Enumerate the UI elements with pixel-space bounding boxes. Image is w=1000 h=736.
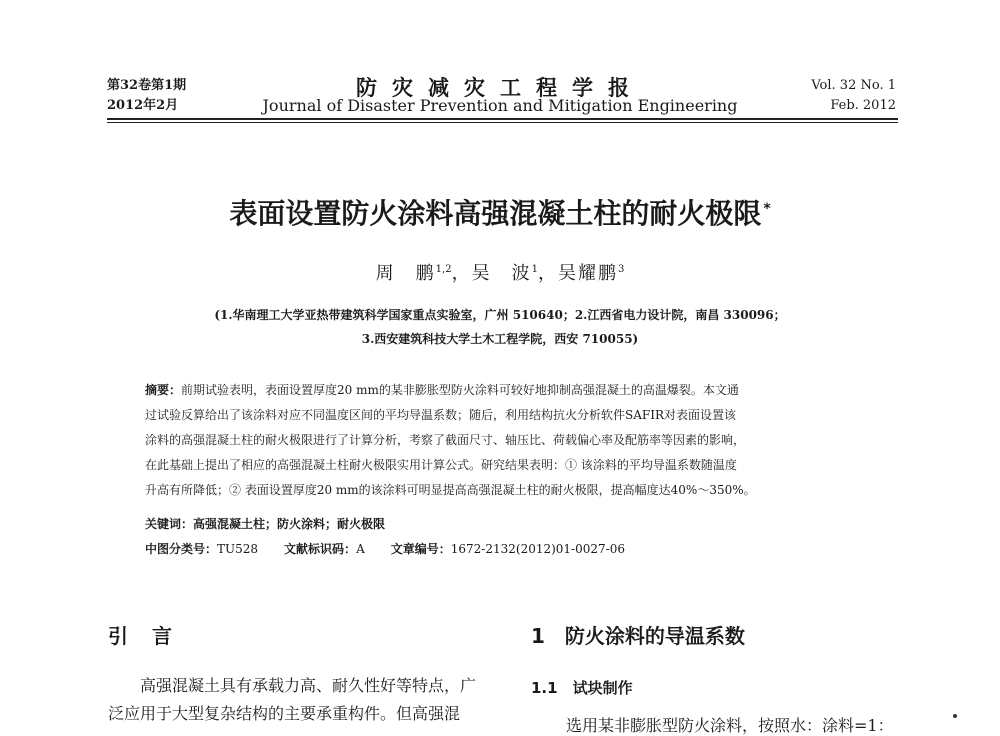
clc-label: 中图分类号：: [145, 542, 218, 556]
abstract-text: 前期试验表明，表面设置厚度20 mm的某非膨胀型防火涂料可较好地抑制高强混凝土的高温爆裂。本文通: [181, 383, 739, 397]
author-affiliation-mark: 1,2: [435, 264, 452, 275]
volume-issue-en: Vol. 32 No. 1: [811, 78, 896, 93]
header-rule-thick: [107, 118, 898, 120]
article-title-text: 表面设置防火涂料高强混凝土柱的耐火极限: [229, 197, 762, 230]
date-cn: 2012年2月: [107, 98, 179, 113]
journal-volume-en: [811, 76, 896, 116]
volume-issue-cn: 第32卷第1期: [107, 78, 187, 93]
keywords-line: [145, 515, 385, 532]
author-affiliation-mark: 3: [617, 264, 625, 275]
intro-heading: 引 言: [108, 624, 174, 648]
title-footnote-mark: *: [763, 200, 771, 217]
classification-line: [145, 540, 625, 557]
journal-title-cn: 防灾减灾工程学报: [356, 75, 644, 100]
abstract-line: 涂料的高强混凝土柱的耐火极限进行了计算分析，考察了截面尺寸、轴压比、荷载偏心率及配筋率等因素的影响，: [145, 433, 746, 447]
abstract-line: [145, 381, 885, 398]
abstract-line: 在此基础上提出了相应的高强混凝土柱耐火极限实用计算公式。研究结果表明：① 该涂料的平均导温系数随温度: [145, 458, 737, 472]
article-number-label: 文章编号：: [390, 542, 451, 556]
abstract-line: 升高有所降低；② 表面设置厚度20 mm的该涂料可明显提高高强混凝土柱的耐火极限，提高幅度达40%～350%。: [145, 483, 756, 497]
subsection-heading: 1.1 试块制作: [531, 679, 633, 697]
author-affiliation-mark: 1: [531, 264, 538, 275]
abstract-label: 摘要：: [145, 383, 182, 397]
header-rule-thin: [107, 122, 898, 123]
clc-value: TU528: [217, 542, 259, 556]
doc-code-label: 文献标识码：: [284, 542, 357, 556]
abstract-line: 过试验反算给出了该涂料对应不同温度区间的平均导温系数；随后，利用结构抗火分析软件SAFIR对表面设置该: [145, 408, 736, 422]
author-name: 吴 波: [471, 263, 532, 284]
keywords-value: 高强混凝土柱；防火涂料；耐火极限: [193, 517, 386, 531]
affiliation-line: 3.西安建筑科技大学土木工程学院，西安 710055): [361, 332, 639, 346]
section-heading: 1 防火涂料的导温系数: [531, 624, 745, 648]
intro-text-line: 泛应用于大型复杂结构的主要承重构件。但高强混: [108, 704, 461, 723]
author-separator: ，: [451, 263, 472, 284]
author-name: 吴耀鹏: [557, 263, 618, 284]
article-number-value: 1672-2132(2012)01-0027-06: [450, 542, 625, 556]
scan-speck: [953, 714, 957, 718]
doc-code-value: A: [356, 542, 365, 556]
intro-text-line: 高强混凝土具有承载力高、耐久性好等特点，广: [140, 676, 477, 695]
author-list: [0, 259, 1000, 285]
keywords-label: 关键词：: [145, 517, 194, 531]
author-name: 周 鹏: [375, 263, 436, 284]
affiliation-line: (1.华南理工大学亚热带建筑科学国家重点实验室，广州 510640；2.江西省电力设计院，南昌 330096；: [214, 308, 786, 322]
journal-title-en: Journal of Disaster Prevention and Mitigation Engineering: [262, 96, 738, 115]
author-separator: ，: [537, 263, 558, 284]
date-en: Feb. 2012: [830, 98, 896, 113]
article-title: [0, 192, 1000, 232]
section-text-line: 选用某非膨胀型防火涂料，按照水：涂料=1：: [566, 716, 894, 735]
